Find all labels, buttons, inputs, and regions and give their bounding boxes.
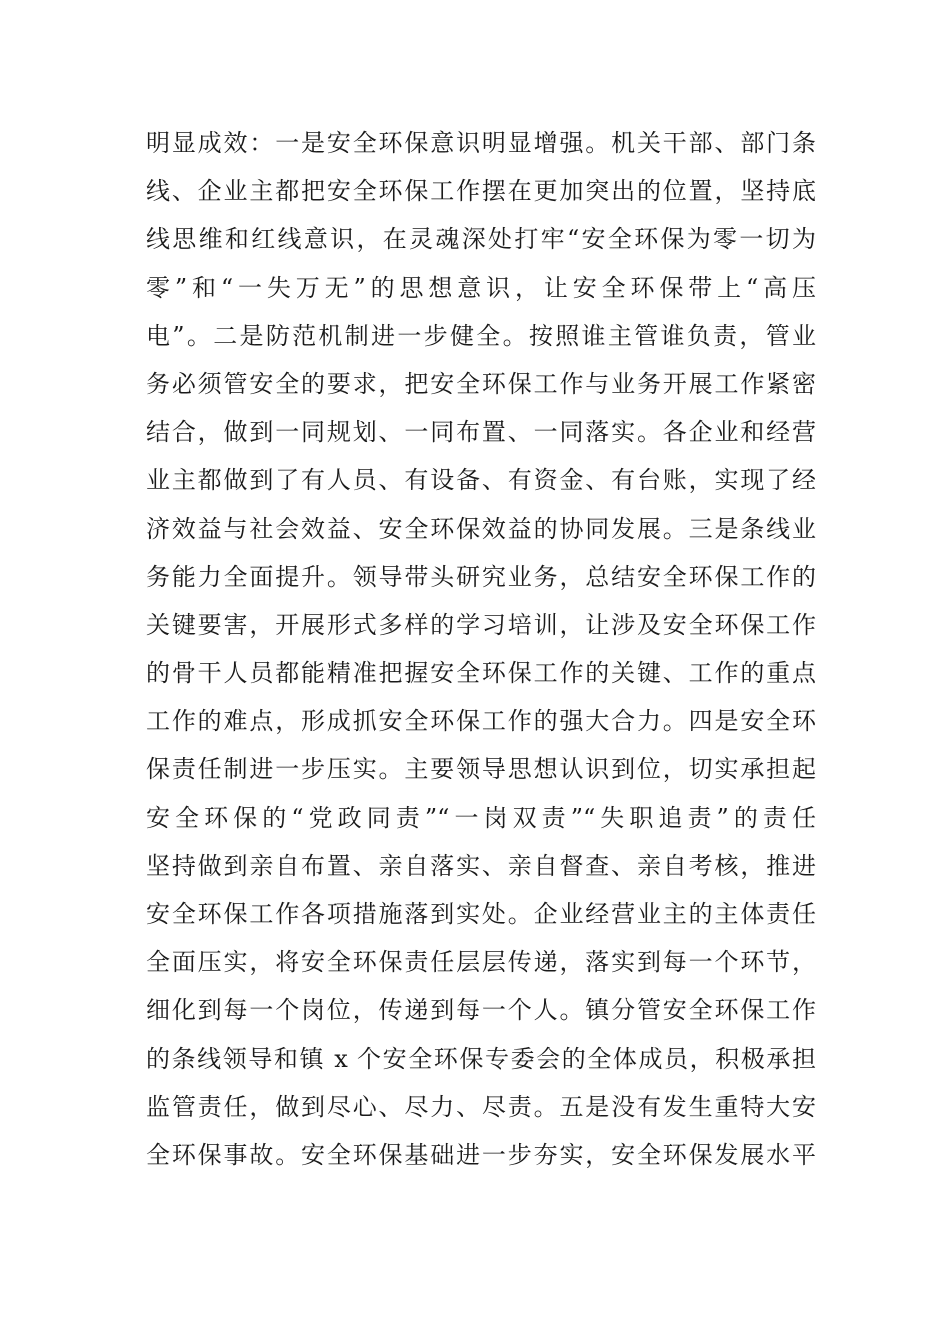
text-line: 的骨干人员都能精准把握安全环保工作的关键、工作的重点 <box>146 659 816 688</box>
text-line: 零”和“一失万无”的思想意识，让安全环保带上“高压 <box>146 273 816 302</box>
text-line: 结合，做到一同规划、一同布置、一同落实。各企业和经营 <box>146 418 816 447</box>
text-line: 济效益与社会效益、安全环保效益的协同发展。三是条线业 <box>146 514 816 543</box>
text-line: 的条线领导和镇 x 个安全环保专委会的全体成员，积极承担 <box>146 1044 816 1073</box>
text-line: 安全环保的“党政同责”“一岗双责”“失职追责”的责任 <box>146 803 816 832</box>
text-line: 电”。二是防范机制进一步健全。按照谁主管谁负责，管业 <box>146 321 816 350</box>
text-line: 务必须管安全的要求，把安全环保工作与业务开展工作紧密 <box>146 369 816 398</box>
text-line: 线、企业主都把安全环保工作摆在更加突出的位置，坚持底 <box>146 177 816 206</box>
text-line: 全环保事故。安全环保基础进一步夯实，安全环保发展水平 <box>146 1140 816 1169</box>
text-line: 线思维和红线意识，在灵魂深处打牢“安全环保为零一切为 <box>146 225 816 254</box>
text-line: 业主都做到了有人员、有设备、有资金、有台账，实现了经 <box>146 466 816 495</box>
text-line: 保责任制进一步压实。主要领导思想认识到位，切实承担起 <box>146 755 816 784</box>
text-line: 务能力全面提升。领导带头研究业务，总结安全环保工作的 <box>146 562 816 591</box>
text-line: 工作的难点，形成抓安全环保工作的强大合力。四是安全环 <box>146 707 816 736</box>
body-paragraph <box>146 127 816 1187</box>
text-line: 明显成效：一是安全环保意识明显增强。机关干部、部门条 <box>146 129 816 157</box>
text-line: 安全环保工作各项措施落到实处。企业经营业主的主体责任 <box>146 900 816 928</box>
text-line: 细化到每一个岗位，传递到每一个人。镇分管安全环保工作 <box>146 996 816 1025</box>
text-line: 坚持做到亲自布置、亲自落实、亲自督查、亲自考核，推进 <box>146 851 816 880</box>
text-line: 关键要害，开展形式多样的学习培训，让涉及安全环保工作 <box>146 610 816 639</box>
text-line: 全面压实，将安全环保责任层层传递，落实到每一个环节， <box>146 948 816 977</box>
text-line: 监管责任，做到尽心、尽力、尽责。五是没有发生重特大安 <box>146 1092 816 1121</box>
